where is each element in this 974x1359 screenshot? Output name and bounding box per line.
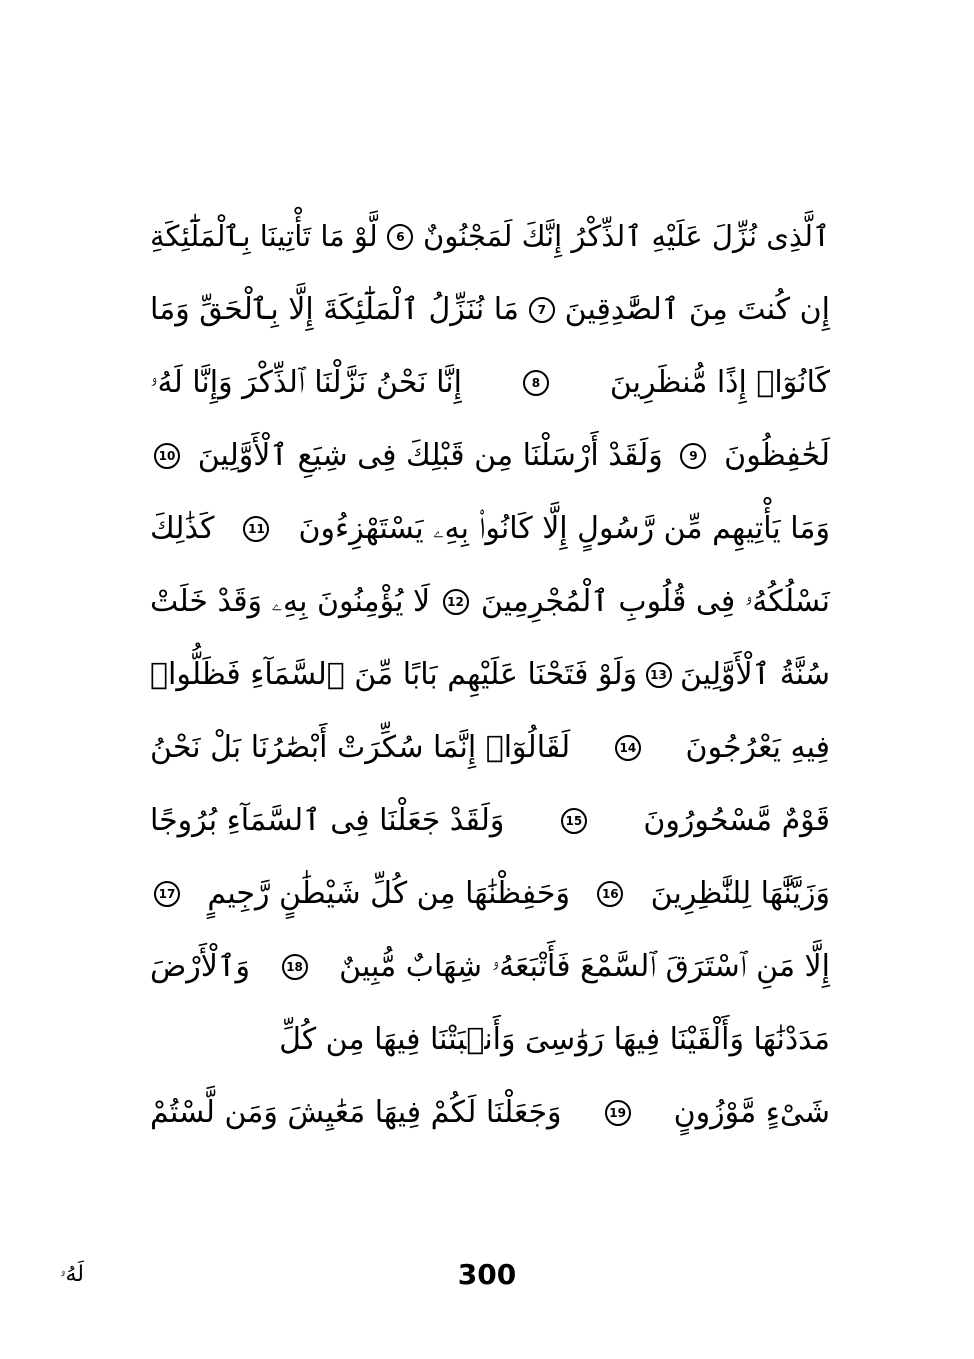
verse-text: لَحَٰفِظُونَ [724, 437, 830, 473]
verse-text: وَٱلْأَرْضَ [150, 948, 250, 984]
text-line [150, 930, 830, 1003]
ayah-number-marker: 15 [561, 808, 587, 834]
quran-text-block [150, 200, 830, 1149]
ayah-number-marker: 13 [646, 662, 672, 688]
catchword: لَهُۥ [60, 1262, 84, 1287]
ayah-number-marker: 14 [615, 735, 641, 761]
text-line [150, 784, 830, 857]
verse-text: كَذَٰلِكَ [150, 510, 215, 546]
verse-text: ٱلَّذِى نُزِّلَ عَلَيْهِ ٱلذِّكْرُ إِنَّكَ لَمَجْنُونٌ [423, 219, 830, 253]
ayah-number-marker: 18 [282, 954, 308, 980]
text-line [150, 200, 830, 273]
text-line [150, 346, 830, 419]
text-line [150, 638, 830, 711]
verse-text: إِن كُنتَ مِنَ ٱلصَّٰدِقِينَ [564, 291, 830, 327]
verse-text: لَقَالُوٓا۟ إِنَّمَا سُكِّرَتْ أَبْصَٰرُنَا بَلْ نَحْنُ [150, 729, 571, 765]
verse-text: وَمَا يَأْتِيهِم مِّن رَّسُولٍ إِلَّا كَانُوا۟ بِهِۦ يَسْتَهْزِءُونَ [298, 510, 830, 546]
verse-text: لَّوْ مَا تَأْتِينَا بِٱلْمَلَٰٓئِكَةِ [150, 219, 378, 253]
verse-text: مَدَدْنَٰهَا وَأَلْقَيْنَا فِيهَا رَوَٰسِىَ وَأَنۢبَتْنَا فِيهَا مِن كُلِّ [279, 1021, 830, 1057]
verse-text: سُنَّةُ ٱلْأَوَّلِينَ [679, 656, 830, 692]
verse-text: وَحَفِظْنَٰهَا مِن كُلِّ شَيْطَٰنٍ رَّجِيمٍ [207, 875, 570, 911]
ayah-number-marker: 16 [597, 881, 623, 907]
verse-text: إِنَّا نَحْنُ نَزَّلْنَا ٱلذِّكْرَ وَإِنَّا لَهُۥ [150, 364, 462, 400]
text-line [150, 1003, 830, 1076]
verse-text: فِيهِ يَعْرُجُونَ [685, 729, 830, 765]
verse-text: وَجَعَلْنَا لَكُمْ فِيهَا مَعَٰيِشَ وَمَن لَّسْتُمْ [150, 1094, 562, 1130]
text-line [150, 492, 830, 565]
text-line [150, 419, 830, 492]
page-number: 300 [457, 1258, 517, 1291]
ayah-number-marker: 6 [387, 224, 413, 250]
ayah-number-marker: 12 [443, 589, 469, 615]
ayah-number-marker: 11 [243, 516, 269, 542]
verse-text: كَانُوٓا۟ إِذًا مُّنظَرِينَ [609, 364, 830, 400]
text-line [150, 857, 830, 930]
ayah-number-marker: 8 [523, 370, 549, 396]
verse-text: وَلَقَدْ أَرْسَلْنَا مِن قَبْلِكَ فِى شِيَعِ ٱلْأَوَّلِينَ [197, 437, 663, 473]
ayah-number-marker: 19 [605, 1100, 631, 1126]
verse-text: وَزَيَّنَّٰهَا لِلنَّٰظِرِينَ [650, 875, 830, 911]
text-line [150, 273, 830, 346]
text-line [150, 711, 830, 784]
verse-text: شَىْءٍ مَّوْزُونٍ [673, 1094, 830, 1130]
text-line [150, 1076, 830, 1149]
ayah-number-marker: 7 [529, 297, 555, 323]
verse-text: لَا يُؤْمِنُونَ بِهِۦ وَقَدْ خَلَتْ [150, 583, 431, 619]
verse-text: قَوْمٌ مَّسْحُورُونَ [643, 802, 830, 838]
verse-text: وَلَقَدْ جَعَلْنَا فِى ٱلسَّمَآءِ بُرُوجًا [150, 802, 505, 838]
ayah-number-marker: 10 [154, 443, 180, 469]
verse-text: نَسْلُكُهُۥ فِى قُلُوبِ ٱلْمُجْرِمِينَ [480, 583, 830, 619]
text-line [150, 565, 830, 638]
verse-text: وَلَوْ فَتَحْنَا عَلَيْهِم بَابًا مِّنَ ٱلسَّمَآءِ فَظَلُّوا۟ [150, 656, 638, 692]
verse-text: إِلَّا مَنِ ٱسْتَرَقَ ٱلسَّمْعَ فَأَتْبَعَهُۥ شِهَابٌ مُّبِينٌ [339, 948, 830, 984]
verse-text: مَا نُنَزِّلُ ٱلْمَلَٰٓئِكَةَ إِلَّا بِٱلْحَقِّ وَمَا [150, 291, 519, 327]
ayah-number-marker: 17 [154, 881, 180, 907]
ayah-number-marker: 9 [680, 443, 706, 469]
